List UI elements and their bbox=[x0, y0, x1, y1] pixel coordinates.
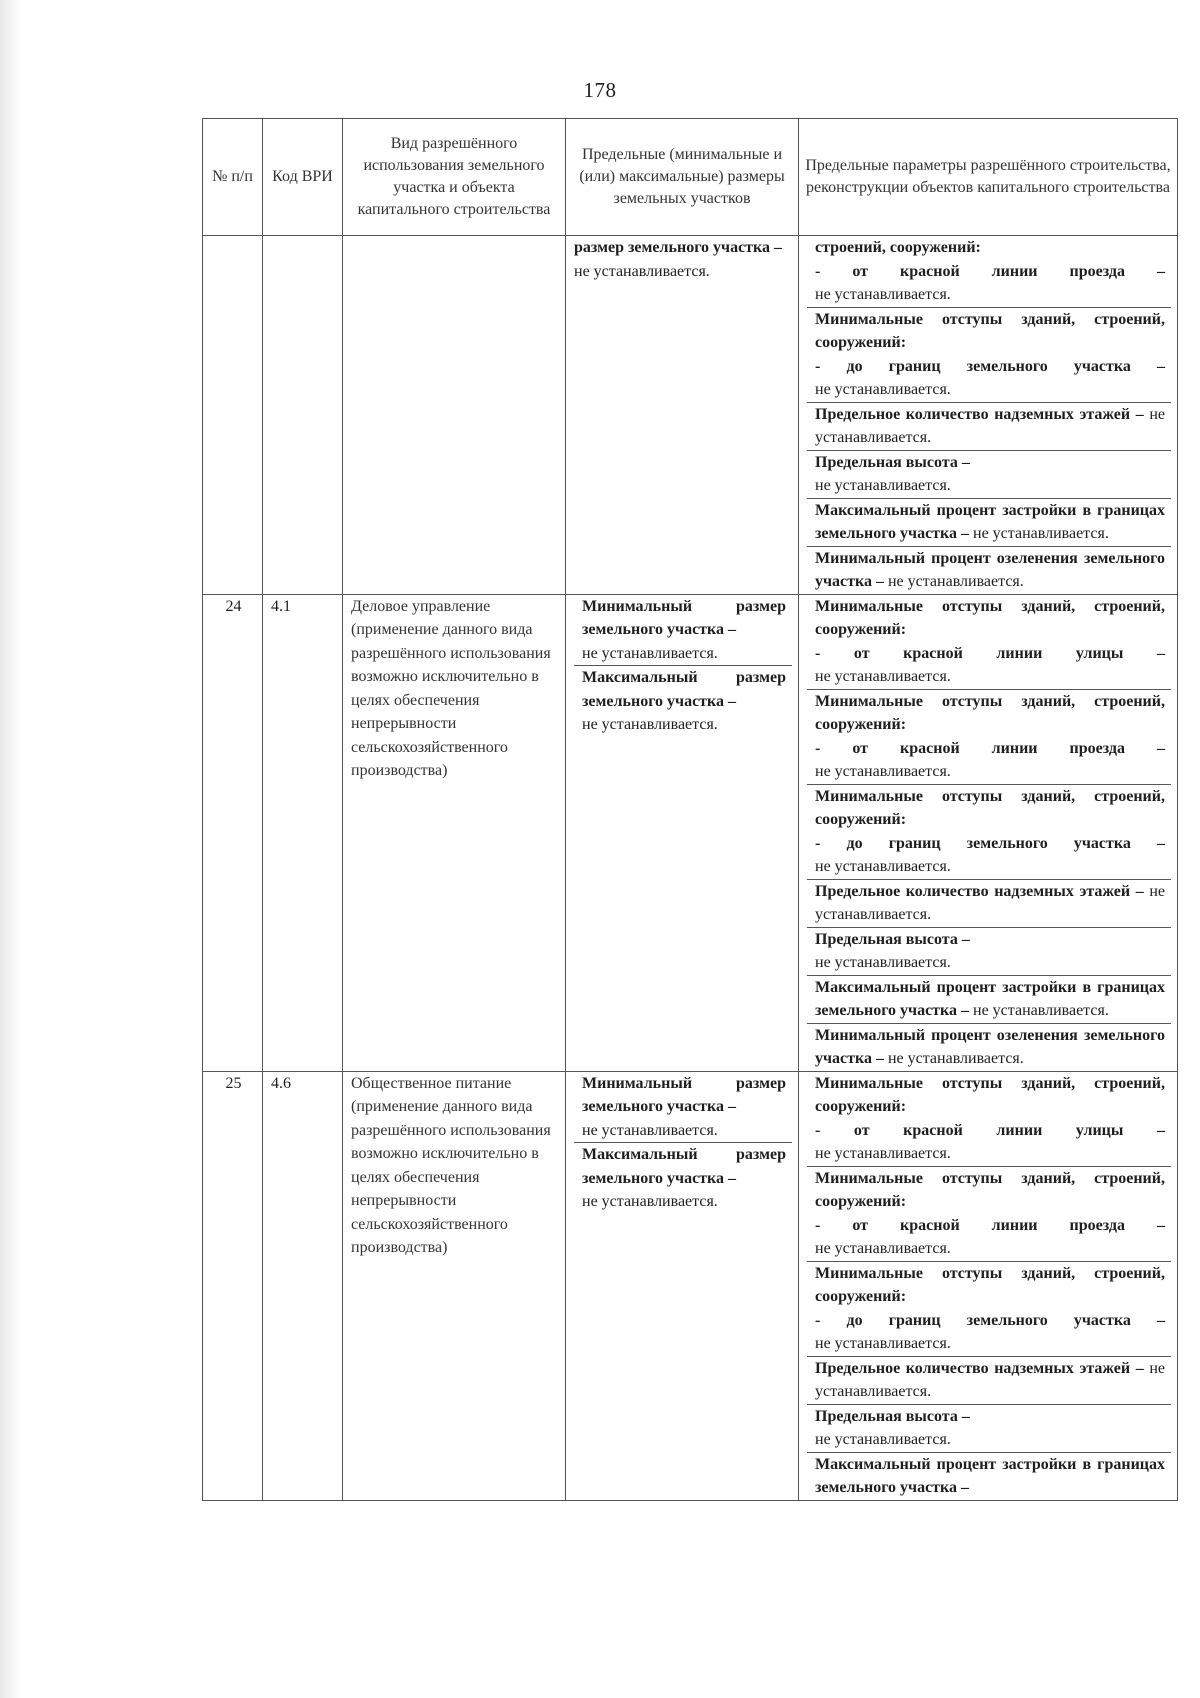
cont-sizes-cell bbox=[566, 236, 799, 595]
param-dash-line: - от красной линии улицы – bbox=[815, 644, 1165, 662]
param-block bbox=[574, 1143, 792, 1214]
param-value: не устанавливается. bbox=[887, 1050, 1024, 1067]
row-code: 4.6 bbox=[263, 1071, 343, 1500]
row-sizes-cell bbox=[566, 1071, 799, 1500]
param-dash-line: - от красной линии проезда – bbox=[815, 739, 1165, 757]
param-dash-line: - до границ земельного участка – bbox=[815, 834, 1165, 852]
row-kind: Деловое управление (применение данного вида разрешённого использования возможно исключительно в целях обеспечения непрерывности сельскохозяйственного производства) bbox=[343, 594, 566, 1071]
param-label: Минимальный размер земельного участка – bbox=[582, 597, 786, 638]
param-dash-line: - от красной линии проезда – bbox=[815, 262, 1165, 280]
header-sizes: Предельные (минимальные и (или) максимальные) размеры земельных участков bbox=[566, 119, 799, 236]
param-value: не устанавливается. bbox=[815, 858, 951, 875]
row-code: 4.1 bbox=[263, 594, 343, 1071]
param-value: не устанавливается. bbox=[815, 1240, 951, 1257]
table-row bbox=[203, 594, 1178, 1071]
param-value: не устанавливается. bbox=[815, 1359, 1166, 1400]
param-value: не устанавливается. bbox=[815, 1145, 951, 1162]
param-value: не устанавливается. bbox=[973, 1002, 1109, 1019]
param-block bbox=[807, 595, 1171, 690]
params-stack bbox=[807, 1072, 1171, 1500]
params-stack bbox=[807, 595, 1171, 1071]
param-value: не устанавливается. bbox=[887, 573, 1024, 590]
param-block bbox=[574, 666, 792, 737]
param-label: Минимальные отступы зданий, строений, сооружений: bbox=[815, 310, 1165, 351]
param-label: Предельное количество надземных этажей – bbox=[815, 405, 1144, 423]
param-value: не устанавливается. bbox=[973, 525, 1109, 542]
param-block bbox=[807, 976, 1171, 1024]
param-dash-line: - от красной линии проезда – bbox=[815, 1216, 1165, 1234]
scan-edge-shadow bbox=[0, 0, 22, 1698]
row-number: 25 bbox=[203, 1071, 263, 1500]
param-value: не устанавливается. bbox=[815, 1431, 951, 1448]
row-sizes-cell bbox=[566, 594, 799, 1071]
param-label: Предельная высота – bbox=[815, 453, 970, 471]
param-value: не устанавливается. bbox=[815, 763, 951, 780]
param-block bbox=[807, 928, 1171, 976]
param-label: Минимальные отступы зданий, строений, сооружений: bbox=[815, 1264, 1165, 1305]
param-label: Минимальные отступы зданий, строений, сооружений: bbox=[815, 692, 1165, 733]
params-stack bbox=[807, 236, 1171, 594]
param-dash-line: - до границ земельного участка – bbox=[815, 357, 1165, 375]
param-block bbox=[807, 1072, 1171, 1167]
sizes-stack bbox=[574, 1072, 792, 1214]
row-kind: Общественное питание (применение данного вида разрешённого использования возможно исключительно в целях обеспечения непрерывности сельскохозяйственного производства) bbox=[343, 1071, 566, 1500]
param-block bbox=[807, 690, 1171, 785]
param-block bbox=[807, 308, 1171, 403]
param-block bbox=[807, 1453, 1171, 1500]
param-block bbox=[807, 499, 1171, 547]
param-label: Максимальный процент застройки в границах земельного участка – bbox=[815, 1455, 1165, 1496]
param-label: Предельное количество надземных этажей – bbox=[815, 1359, 1144, 1377]
param-label: Минимальные отступы зданий, строений, сооружений: bbox=[815, 1074, 1165, 1115]
param-block bbox=[807, 1024, 1171, 1071]
param-value: не устанавливается. bbox=[815, 1335, 951, 1352]
param-value: не устанавливается. bbox=[815, 286, 951, 303]
param-block bbox=[807, 403, 1171, 451]
param-block bbox=[807, 547, 1171, 594]
row-number: 24 bbox=[203, 594, 263, 1071]
param-value: не устанавливается. bbox=[815, 668, 951, 685]
param-block bbox=[574, 595, 792, 667]
cont-num-cell bbox=[203, 236, 263, 595]
table-header-row bbox=[203, 119, 1178, 236]
param-label: Максимальный размер земельного участка – bbox=[582, 669, 786, 710]
cont-kind-cell bbox=[343, 236, 566, 595]
param-value: не устанавливается. bbox=[815, 381, 951, 398]
param-label: строений, сооружений: bbox=[815, 239, 981, 256]
header-kind: Вид разрешённого использования земельного участка и объекта капитального строительства bbox=[343, 119, 566, 236]
param-label: Предельная высота – bbox=[815, 930, 970, 948]
regulation-table bbox=[202, 118, 1178, 1501]
param-block bbox=[807, 236, 1171, 308]
param-label: Минимальный процент озеленения земельного участка – bbox=[815, 1026, 1165, 1067]
param-dash-line: - от красной линии улицы – bbox=[815, 1121, 1165, 1139]
param-block bbox=[807, 880, 1171, 928]
param-label: Предельное количество надземных этажей – bbox=[815, 882, 1144, 900]
param-block bbox=[807, 785, 1171, 880]
size-label: размер земельного участка – bbox=[574, 239, 783, 256]
page-number: 178 bbox=[583, 78, 617, 102]
row-params-cell bbox=[799, 594, 1178, 1071]
size-block bbox=[574, 236, 792, 283]
param-label: Минимальные отступы зданий, строений, сооружений: bbox=[815, 597, 1165, 638]
size-value: не устанавливается. bbox=[574, 262, 710, 280]
param-block bbox=[807, 1262, 1171, 1357]
param-label: Минимальный размер земельного участка – bbox=[582, 1074, 786, 1115]
cont-code-cell bbox=[263, 236, 343, 595]
table-row bbox=[203, 1071, 1178, 1500]
param-label: Максимальный процент застройки в границах земельного участка – bbox=[815, 501, 1165, 542]
header-num: № п/п bbox=[203, 119, 263, 236]
header-code: Код ВРИ bbox=[263, 119, 343, 236]
param-value: не устанавливается. bbox=[815, 477, 951, 494]
param-block bbox=[807, 1357, 1171, 1405]
param-value: не устанавливается. bbox=[582, 1193, 718, 1210]
param-label: Минимальный процент озеленения земельного участка – bbox=[815, 549, 1165, 590]
param-label: Минимальные отступы зданий, строений, сооружений: bbox=[815, 787, 1165, 828]
param-dash-line: - до границ земельного участка – bbox=[815, 1311, 1165, 1329]
param-block bbox=[807, 451, 1171, 499]
param-label: Минимальные отступы зданий, строений, сооружений: bbox=[815, 1169, 1165, 1210]
param-value: не устанавливается. bbox=[582, 1121, 718, 1139]
param-label: Максимальный процент застройки в границах земельного участка – bbox=[815, 978, 1165, 1019]
param-value: не устанавливается. bbox=[815, 405, 1166, 446]
sizes-stack bbox=[574, 595, 792, 737]
param-value: не устанавливается. bbox=[582, 716, 718, 733]
param-label: Предельная высота – bbox=[815, 1407, 970, 1425]
param-block bbox=[807, 1405, 1171, 1453]
param-value: не устанавливается. bbox=[815, 882, 1166, 923]
param-value: не устанавливается. bbox=[582, 644, 718, 662]
param-value: не устанавливается. bbox=[815, 954, 951, 971]
param-block bbox=[574, 1072, 792, 1144]
row-params-cell bbox=[799, 1071, 1178, 1500]
param-label: Максимальный размер земельного участка – bbox=[582, 1146, 786, 1187]
header-params: Предельные параметры разрешённого строительства, реконструкции объектов капитального строительства bbox=[799, 119, 1178, 236]
cont-params-cell bbox=[799, 236, 1178, 595]
param-block bbox=[807, 1167, 1171, 1262]
table-row-continuation bbox=[203, 236, 1178, 595]
